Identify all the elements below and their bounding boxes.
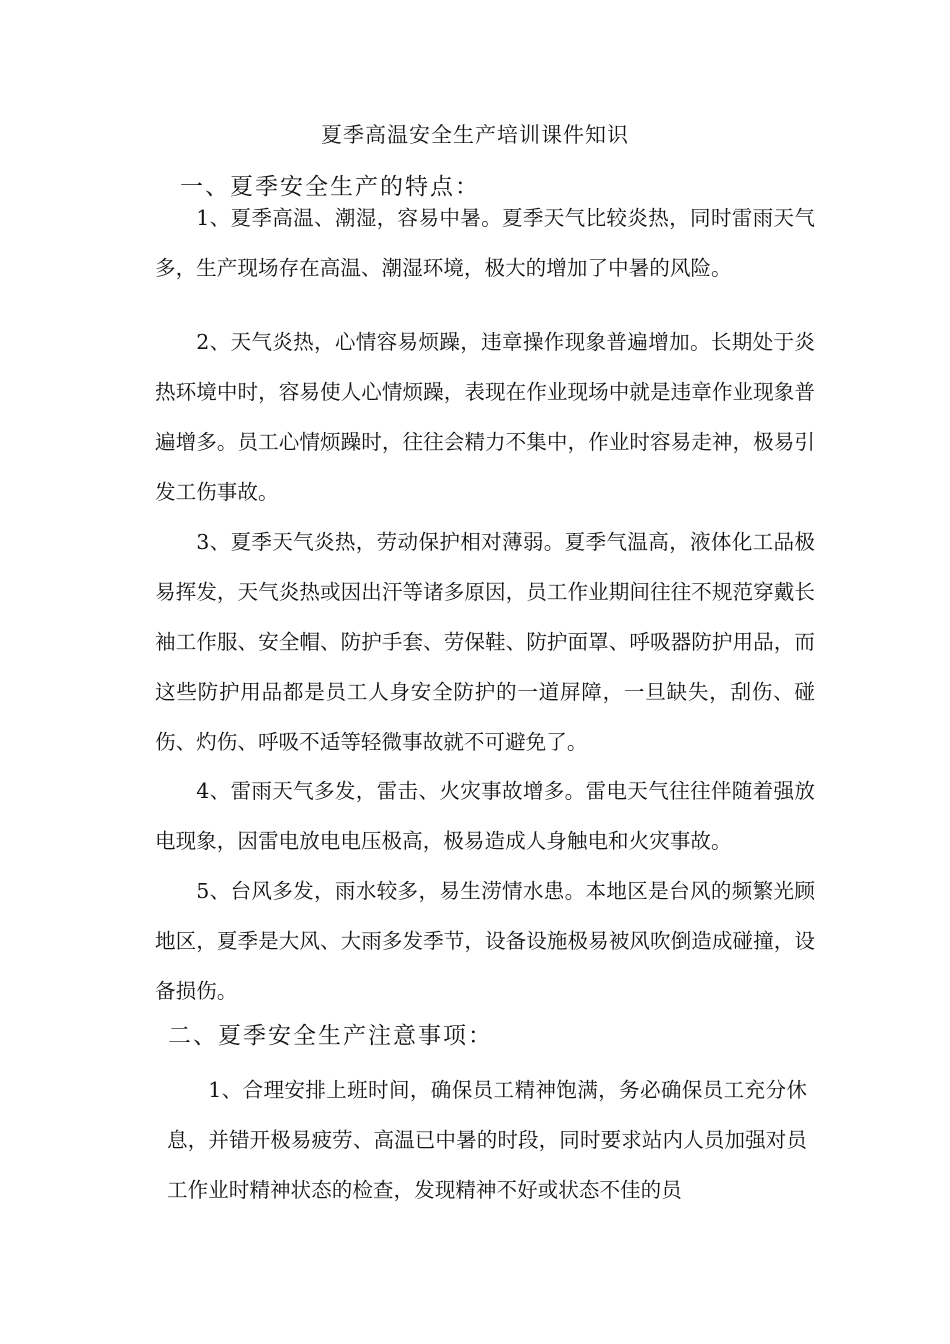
paragraph-point-1: 1、夏季高温、潮湿，容易中暑。夏季天气比较炎热，同时雷雨天气多，生产现场存在高温、潮湿环境，极大的增加了中暑的风险。: [155, 206, 815, 280]
paragraph-point-2: 2、天气炎热，心情容易烦躁，违章操作现象普遍增加。长期处于炎热环境中时，容易使人心情烦躁，表现在作业现场中就是违章作业现象普遍增多。员工心情烦躁时，往往会精力不集中，作业时容易走神，极易引发工伤事故。: [155, 330, 815, 504]
section-heading-precautions: 二、夏季安全生产注意事项：: [168, 1023, 493, 1049]
paragraph-point-3: 3、夏季天气炎热，劳动保护相对薄弱。夏季气温高，液体化工品极易挥发，天气炎热或因出汗等诸多原因，员工作业期间往往不规范穿戴长袖工作服、安全帽、防护手套、劳保鞋、防护面罩、呼吸器防护用品，而这些防护用品都是员工人身安全防护的一道屏障，一旦缺失，刮伤、碰伤、灼伤、呼吸不适等轻微事故就不可避免了。: [155, 530, 815, 754]
paragraph-point-5: 5、台风多发，雨水较多，易生涝情水患。本地区是台风的频繁光顾地区，夏季是大风、大雨多发季节，设备设施极易被风吹倒造成碰撞，设备损伤。: [155, 879, 815, 1003]
paragraph-precaution-1: 1、合理安排上班时间，确保员工精神饱满，务必确保员工充分休息，并错开极易疲劳、高温已中暑的时段，同时要求站内人员加强对员工作业时精神状态的检查，发现精神不好或状态不佳的员: [167, 1078, 807, 1202]
document-title: 夏季高温安全生产培训课件知识: [321, 123, 629, 147]
section-heading-characteristics: 一、夏季安全生产的特点：: [180, 174, 480, 200]
paragraph-point-4: 4、雷雨天气多发，雷击、火灾事故增多。雷电天气往往伴随着强放电现象，因雷电放电电压极高，极易造成人身触电和火灾事故。: [155, 779, 815, 853]
